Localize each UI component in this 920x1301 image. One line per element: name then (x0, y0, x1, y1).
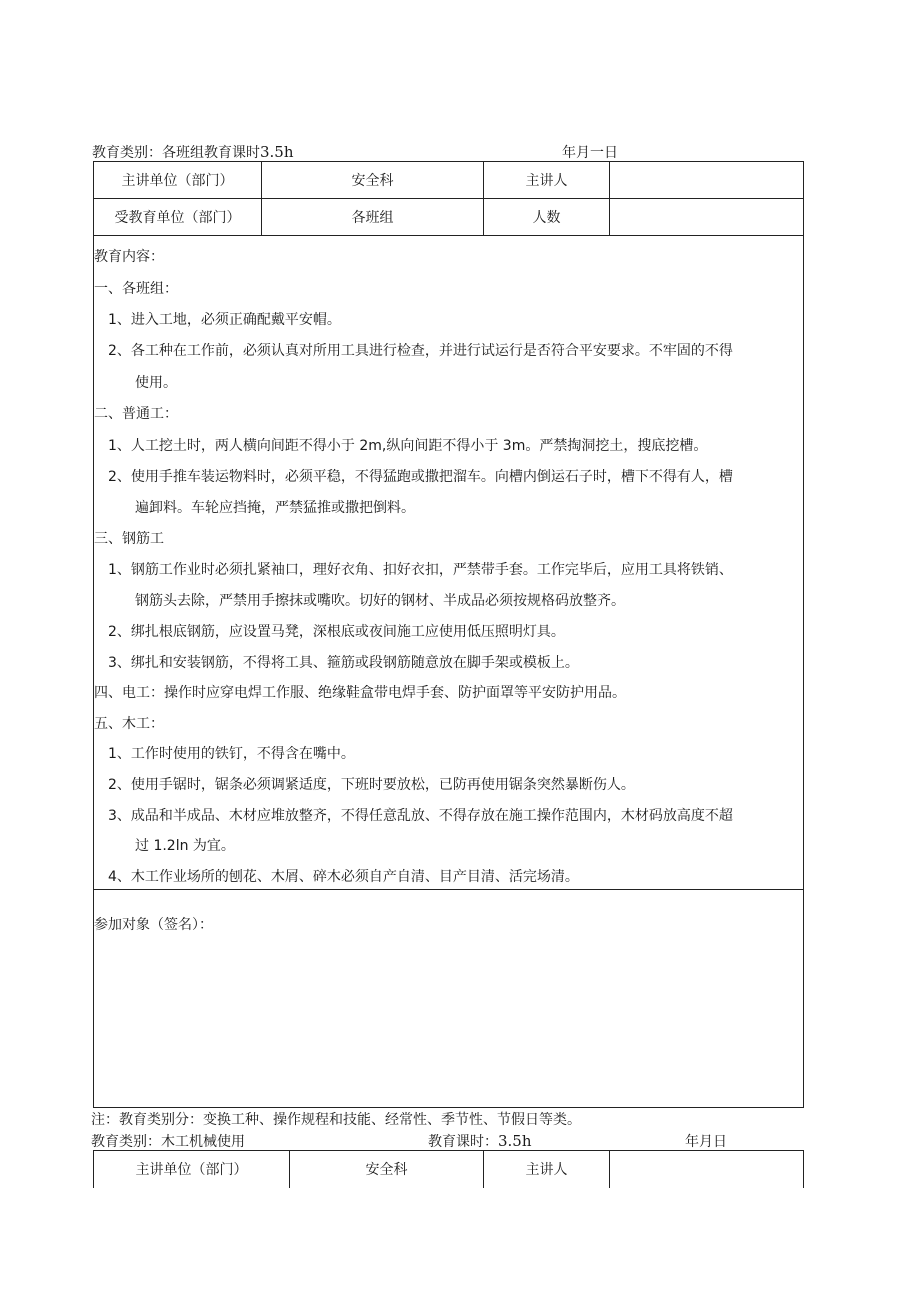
lecturer-unit-label: 主讲单位（部门） (121, 173, 234, 189)
header-date: 年月一日 (562, 145, 618, 161)
headcount-value[interactable] (610, 199, 803, 235)
lecturer-label: 主讲人 (525, 173, 568, 189)
section-title: 三、钢筋工 (94, 531, 164, 547)
table2-border-right (803, 1150, 804, 1188)
trainee-unit-value: 各班组 (351, 210, 394, 226)
table-row-divider (93, 235, 804, 236)
lecturer-unit-label: 主讲单位（部门） (135, 1162, 248, 1178)
content-heading: 教育内容： (94, 249, 164, 265)
course-hours: 3.5h (498, 1132, 532, 1150)
footnote: 注：教育类别分：变换工种、操作规程和技能、经常性、季节性、节假日等类。 (91, 1112, 581, 1128)
section-divider (93, 889, 804, 890)
header-hours-2 (428, 1131, 532, 1151)
lecturer-unit-value: 安全科 (365, 1162, 408, 1178)
section-title: 二、普通工： (94, 406, 178, 422)
list-item: 1、钢筋工作业时必须扎紧袖口，理好衣角、扣好衣扣，严禁带手套。工作完毕后，应用工具将铁销、 (108, 562, 733, 578)
list-item: 1、工作时使用的铁钉，不得含在嘴中。 (108, 746, 355, 762)
headcount-label: 人数 (532, 210, 561, 226)
list-item: 2、绑扎根底钢筋，应设置马凳，深根底或夜间施工应使用低压照明灯具。 (108, 624, 565, 640)
list-item-continuation: 遍卸料。车轮应挡掩，严禁猛推或撒把倒料。 (135, 500, 415, 516)
list-item-continuation: 钢筋头去除，严禁用手擦抹或嘴吹。切好的钢材、半成品必须按规格码放整齐。 (135, 593, 625, 609)
table-border-bottom (93, 1107, 804, 1108)
hours-label: 教育课时： (428, 1134, 498, 1150)
list-item: 2、使用手锯时，锯条必须调紧适度，下班时要放松，已防再使用锯条突然暴断伤人。 (108, 777, 635, 793)
signature-area[interactable] (94, 940, 803, 1106)
course-hours: 3.5h (260, 143, 294, 161)
header-category (92, 142, 294, 162)
list-item: 1、人工挖土时，两人横向间距不得小于 2m,纵向间距不得小于 3m。严禁掏洞挖土，搜底挖槽。 (108, 438, 708, 454)
list-item: 4、木工作业场所的刨花、木屑、碎木必须自产自清、目产目清、活完场清。 (108, 869, 579, 885)
category-label: 教育类别：各班组教育课时 (92, 145, 260, 161)
list-item: 1、进入工地，必须正确配戴平安帽。 (108, 312, 341, 328)
trainee-unit-label: 受教育单位（部门） (114, 210, 241, 226)
lecturer-value[interactable] (610, 1151, 803, 1187)
section-title: 五、木工： (94, 716, 164, 732)
section-title: 四、电工：操作时应穿电焊工作服、绝缘鞋盒带电焊手套、防护面罩等平安防护用品。 (94, 685, 626, 701)
list-item: 3、绑扎和安装钢筋，不得将工具、箍筋或段钢筋随意放在脚手架或模板上。 (108, 655, 579, 671)
list-item-continuation: 使用。 (135, 375, 177, 391)
list-item: 3、成品和半成品、木材应堆放整齐，不得任意乱放、不得存放在施工操作范围内，木材码放高度不超 (108, 808, 733, 824)
header-date-2: 年月日 (685, 1134, 727, 1150)
lecturer-value[interactable] (610, 162, 803, 198)
table-border-right (803, 161, 804, 1108)
lecturer-unit-value: 安全科 (351, 173, 394, 189)
list-item: 2、使用手推车装运物料时，必须平稳，不得猛跑或撒把溜车。向槽内倒运石子时，槽下不得有人，槽 (108, 469, 733, 485)
list-item-continuation: 过 1.2ln 为宜。 (135, 838, 235, 854)
signature-label: 参加对象（签名）： (94, 917, 213, 933)
section-title: 一、各班组： (94, 281, 178, 297)
lecturer-label: 主讲人 (525, 1162, 568, 1178)
header-category-2: 教育类别：木工机械使用 (91, 1134, 245, 1150)
list-item: 2、各工种在工作前，必须认真对所用工具进行检查，并进行试运行是否符合平安要求。不牢固的不得 (108, 343, 733, 359)
